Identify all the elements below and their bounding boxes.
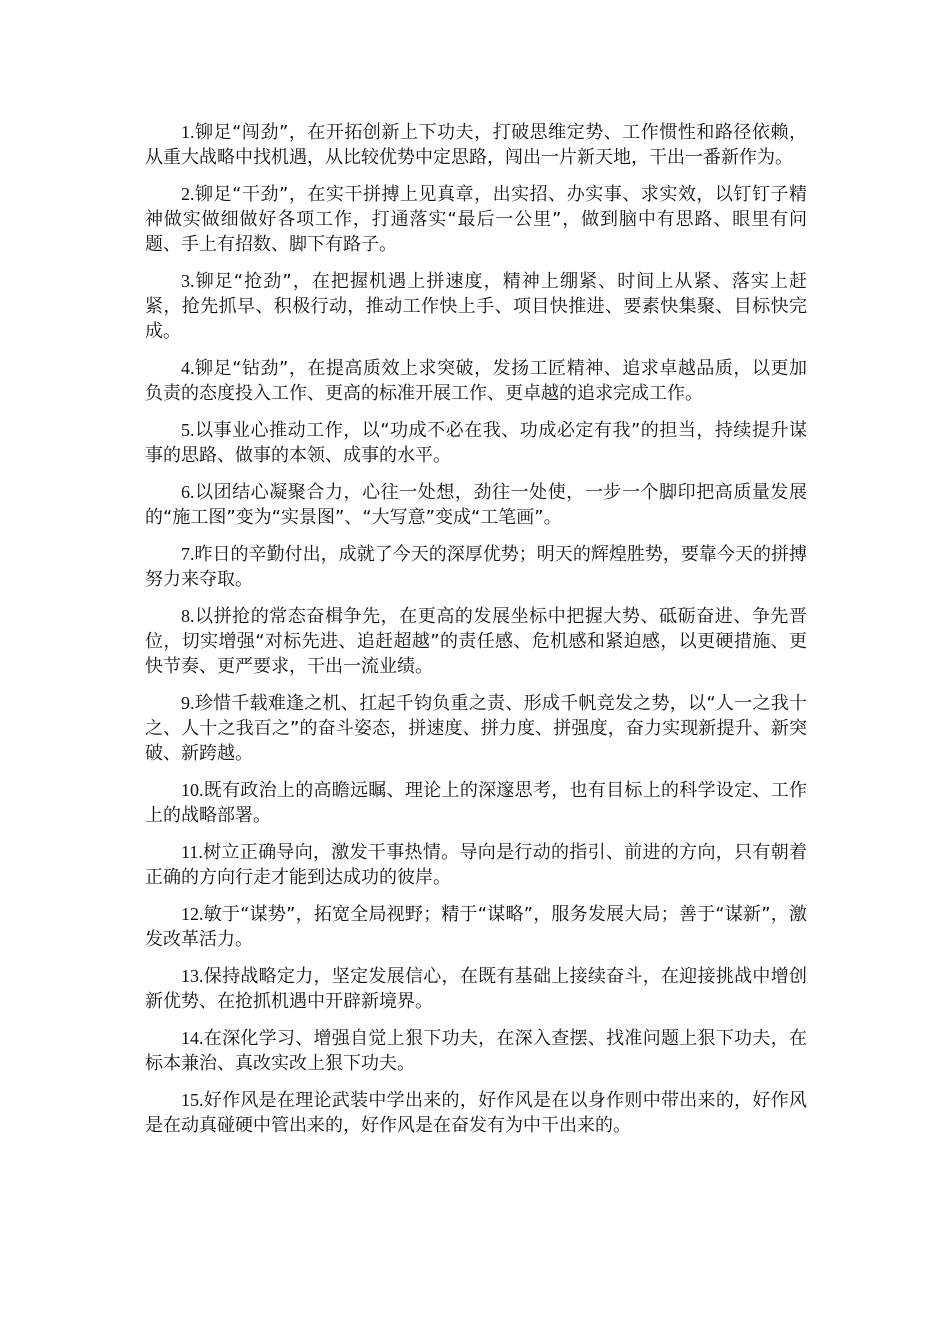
- paragraph-text: 保持战略定力，坚定发展信心，在既有基础上接续奋斗，在迎接挑战中增创新优势、在抢抓机遇中开辟新境界。: [145, 966, 807, 1012]
- paragraph-11: [145, 840, 807, 890]
- paragraph-text: 以事业心推动工作，以“功成不必在我、功成必定有我”的担当，持续提升谋事的思路、做事的本领、成事的水平。: [145, 420, 807, 466]
- paragraph-text: 敏于“谋势”，拓宽全局视野；精于“谋略”，服务发展大局；善于“谋新”，激发改革活力。: [145, 904, 807, 950]
- paragraph-1: [145, 120, 807, 170]
- paragraph-number: 13.: [181, 966, 204, 986]
- paragraph-text: 好作风是在理论武装中学出来的，好作风是在以身作则中带出来的，好作风是在动真碰硬中管出来的，好作风是在奋发有为中干出来的。: [145, 1090, 807, 1136]
- paragraph-number: 1.: [181, 122, 195, 142]
- paragraph-text: 铆足“钻劲”，在提高质效上求突破，发扬工匠精神、追求卓越品质，以更加负责的态度投入工作、更高的标准开展工作、更卓越的追求完成工作。: [145, 358, 807, 404]
- paragraph-4: [145, 356, 807, 406]
- paragraph-number: 15.: [181, 1090, 204, 1110]
- document-page: [145, 120, 807, 1150]
- paragraph-number: 9.: [181, 693, 195, 713]
- paragraph-number: 12.: [181, 904, 204, 924]
- paragraph-6: [145, 480, 807, 530]
- paragraph-13: [145, 964, 807, 1014]
- paragraph-number: 14.: [181, 1028, 204, 1048]
- paragraph-8: [145, 604, 807, 679]
- paragraph-text: 珍惜千载难逢之机、扛起千钧负重之责、形成千帆竞发之势，以“人一之我十之、人十之我百之”的奋斗姿态，拼速度、拼力度、拼强度，奋力实现新提升、新突破、新跨越。: [145, 693, 807, 764]
- paragraph-number: 3.: [181, 271, 195, 291]
- paragraph-text: 铆足“抢劲”，在把握机遇上拼速度，精神上绷紧、时间上从紧、落实上赶紧，抢先抓早、积极行动，推动工作快上手、项目快推进、要素快集聚、目标快完成。: [145, 271, 807, 342]
- paragraph-5: [145, 418, 807, 468]
- paragraph-text: 昨日的辛勤付出，成就了今天的深厚优势；明天的辉煌胜势，要靠今天的拼搏努力来夺取。: [145, 544, 807, 590]
- paragraph-number: 6.: [181, 482, 195, 502]
- paragraph-text: 以拼抢的常态奋楫争先，在更高的发展坐标中把握大势、砥砺奋进、争先晋位，切实增强“对标先进、追赶超越”的责任感、危机感和紧迫感，以更硬措施、更快节奏、更严要求，干出一流业绩。: [145, 606, 807, 677]
- paragraph-number: 8.: [181, 606, 195, 626]
- paragraph-number: 4.: [181, 358, 195, 378]
- paragraph-number: 7.: [181, 544, 195, 564]
- paragraph-number: 5.: [181, 420, 195, 440]
- paragraph-9: [145, 691, 807, 766]
- paragraph-2: [145, 182, 807, 257]
- paragraph-number: 10.: [181, 780, 204, 800]
- paragraph-10: [145, 778, 807, 828]
- paragraph-14: [145, 1026, 807, 1076]
- paragraph-text: 以团结心凝聚合力，心往一处想，劲往一处使，一步一个脚印把高质量发展的“施工图”变为“实景图”、“大写意”变成“工笔画”。: [145, 482, 807, 528]
- paragraph-text: 既有政治上的高瞻远瞩、理论上的深邃思考，也有目标上的科学设定、工作上的战略部署。: [145, 780, 807, 826]
- paragraph-15: [145, 1088, 807, 1138]
- paragraph-text: 铆足“闯劲”，在开拓创新上下功夫，打破思维定势、工作惯性和路径依赖，从重大战略中找机遇，从比较优势中定思路，闯出一片新天地，干出一番新作为。: [145, 122, 807, 168]
- paragraph-text: 铆足“干劲”，在实干拼搏上见真章，出实招、办实事、求实效，以钉钉子精神做实做细做好各项工作，打通落实“最后一公里”，做到脑中有思路、眼里有问题、手上有招数、脚下有路子。: [145, 184, 807, 255]
- paragraph-number: 11.: [181, 842, 203, 862]
- paragraph-number: 2.: [181, 184, 195, 204]
- paragraph-text: 在深化学习、增强自觉上狠下功夫，在深入查摆、找准问题上狠下功夫，在标本兼治、真改实改上狠下功夫。: [145, 1028, 807, 1074]
- paragraph-3: [145, 269, 807, 344]
- paragraph-text: 树立正确导向，激发干事热情。导向是行动的指引、前进的方向，只有朝着正确的方向行走才能到达成功的彼岸。: [145, 842, 807, 888]
- paragraph-12: [145, 902, 807, 952]
- paragraph-7: [145, 542, 807, 592]
